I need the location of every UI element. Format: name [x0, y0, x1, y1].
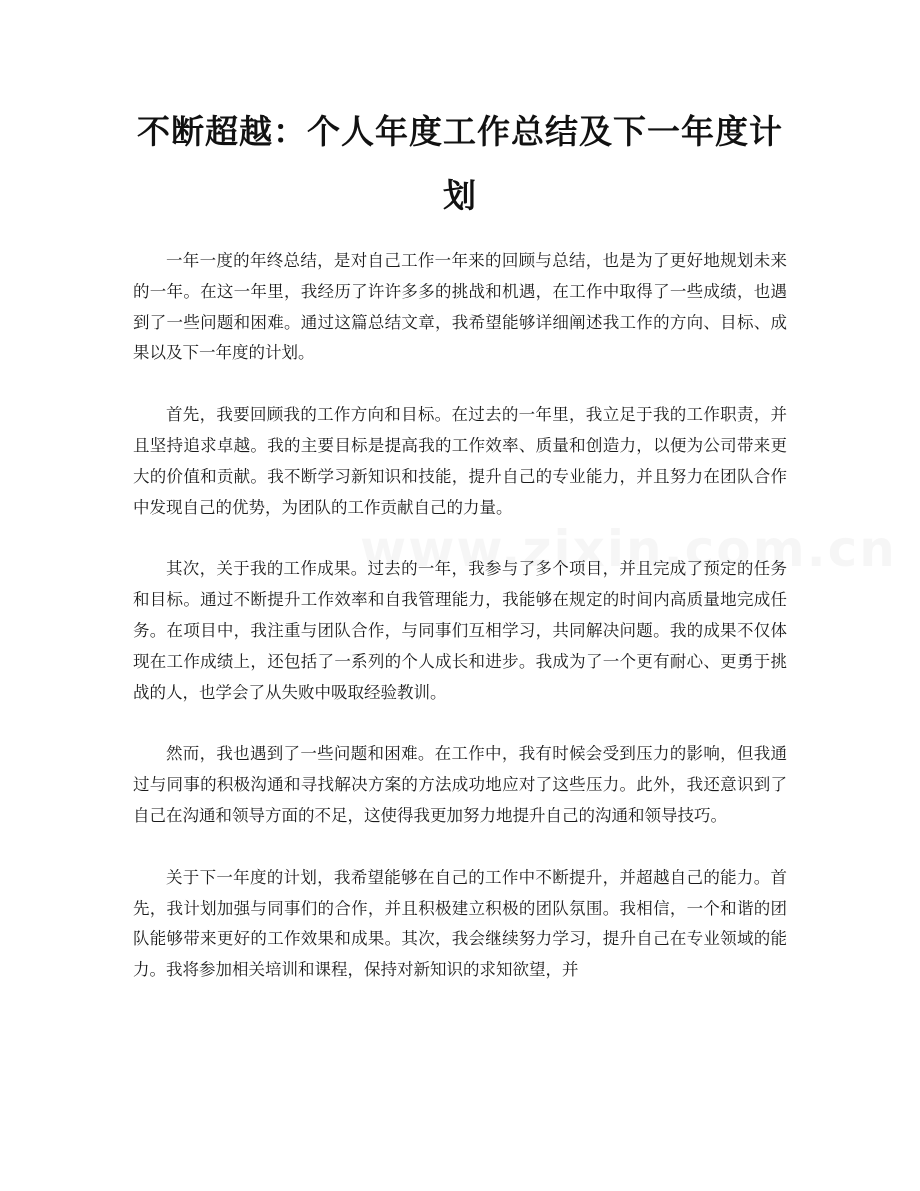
- document-body: [133, 246, 787, 1017]
- paragraph-next-year-plan: 关于下一年度的计划，我希望能够在自己的工作中不断提升，并超越自己的能力。首先，我计划加强与同事们的合作，并且积极建立积极的团队氛围。我相信，一个和谐的团队能够带来更好的工作效果和成果。其次，我会继续努力学习，提升自己在专业领域的能力。我将参加相关培训和课程，保持对新知识的求知欲望，并: [133, 867, 787, 980]
- paragraph-intro: 一年一度的年终总结，是对自己工作一年来的回顾与总结，也是为了更好地规划未来的一年。在这一年里，我经历了许许多多的挑战和机遇，在工作中取得了一些成绩，也遇到了一些问题和困难。通过这篇总结文章，我希望能够详细阐述我工作的方向、目标、成果以及下一年度的计划。: [133, 251, 787, 363]
- paragraph-achievements: 其次，关于我的工作成果。过去的一年，我参与了多个项目，并且完成了预定的任务和目标。通过不断提升工作效率和自我管理能力，我能够在规定的时间内高质量地完成任务。在项目中，我注重与团队合作，与同事们互相学习，共同解决问题。我的成果不仅体现在工作成绩上，还包括了一系列的个人成长和进步。我成为了一个更有耐心、更勇于挑战的人，也学会了从失败中吸取经验教训。: [133, 559, 787, 702]
- document-title: 不断超越：个人年度工作总结及下一年度计划: [137, 112, 783, 215]
- paragraph-problems: 然而，我也遇到了一些问题和困难。在工作中，我有时候会受到压力的影响，但我通过与同事的积极沟通和寻找解决方案的方法成功地应对了这些压力。此外，我还意识到了自己在沟通和领导方面的不足，这使得我更加努力地提升自己的沟通和领导技巧。: [133, 744, 787, 825]
- paragraph-direction-goals: 首先，我要回顾我的工作方向和目标。在过去的一年里，我立足于我的工作职责，并且坚持追求卓越。我的主要目标是提高我的工作效率、质量和创造力，以便为公司带来更大的价值和贡献。我不断学习新知识和技能，提升自己的专业能力，并且努力在团队合作中发现自己的优势，为团队的工作贡献自己的力量。: [133, 405, 787, 517]
